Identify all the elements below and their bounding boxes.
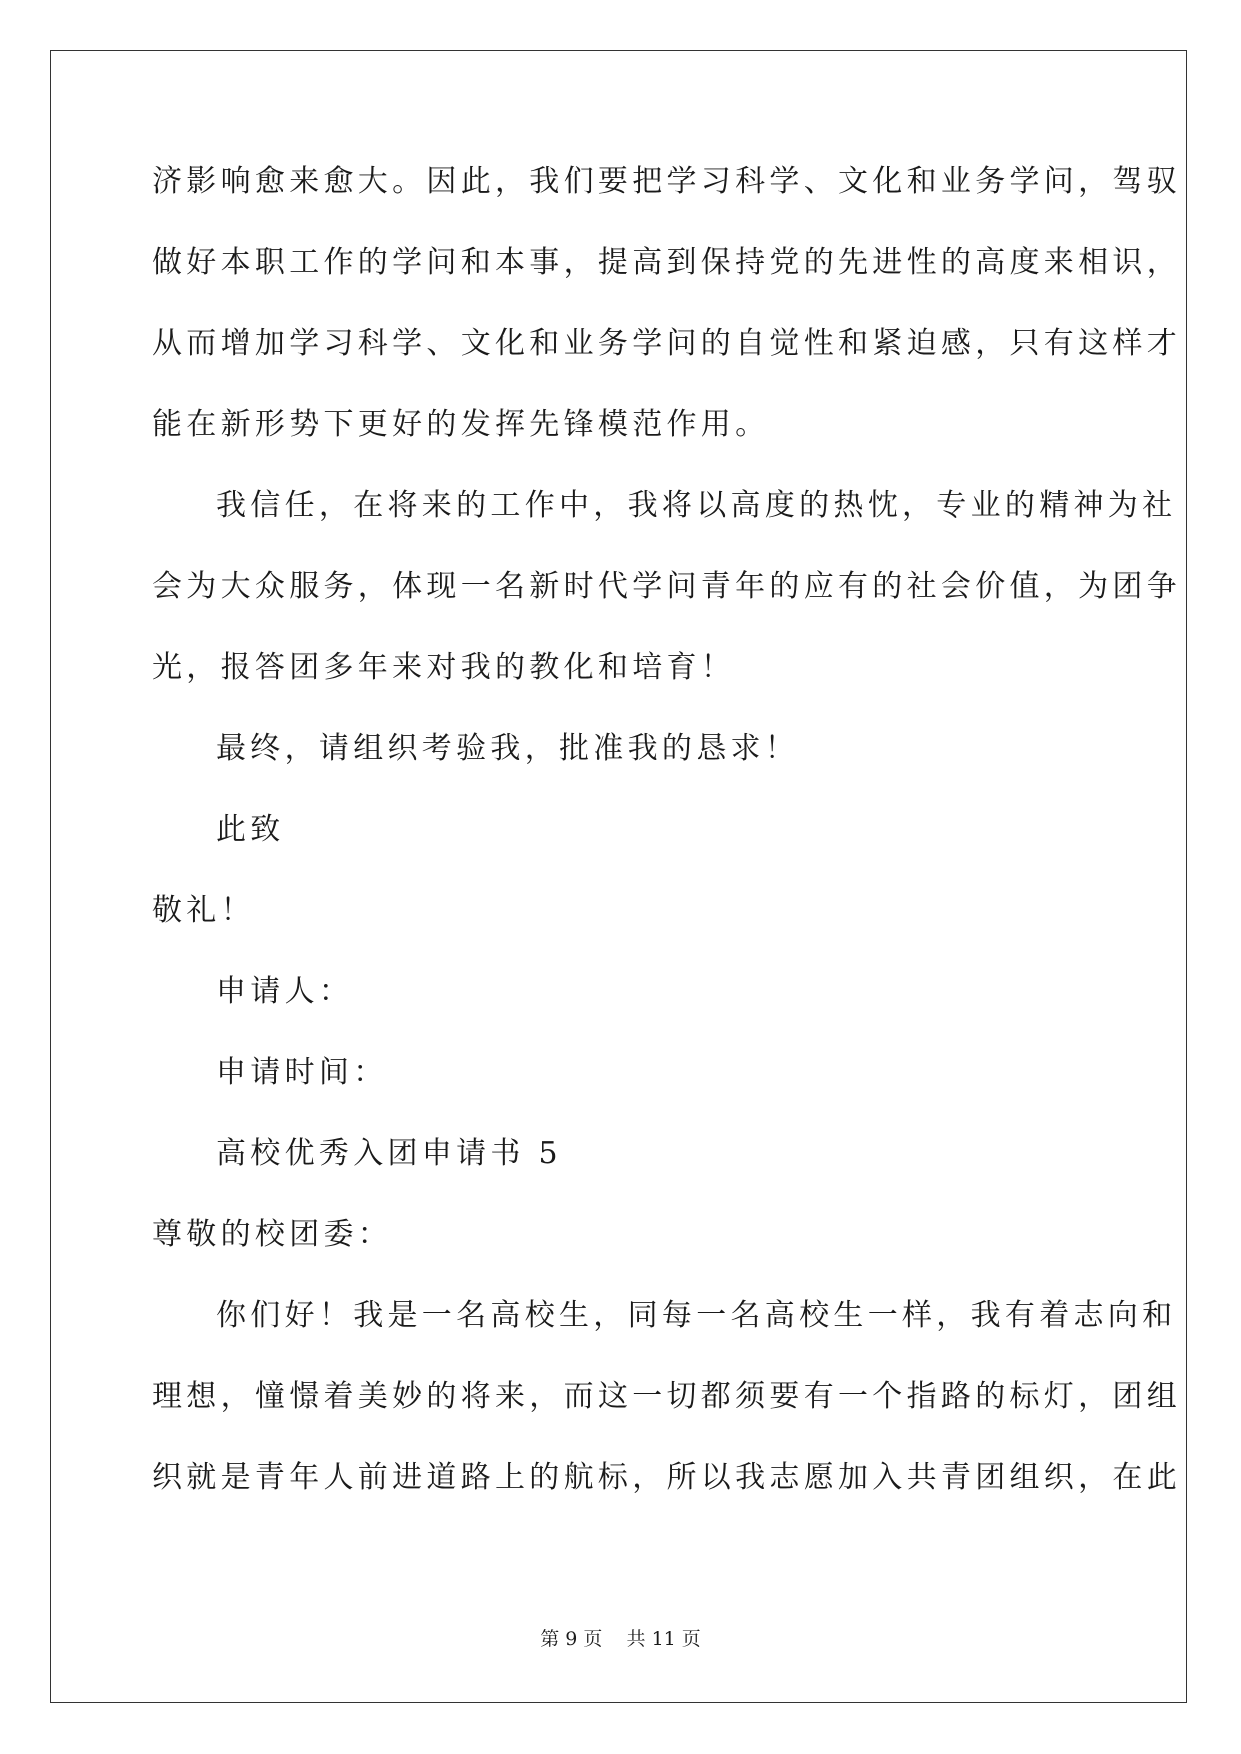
text-line: 尊敬的校团委： bbox=[152, 1217, 393, 1252]
text-line: 申请时间： bbox=[216, 1055, 388, 1090]
page-total: 共 11 页 bbox=[626, 1628, 701, 1650]
text-line: 此致 bbox=[216, 812, 285, 847]
text-line: 申请人： bbox=[216, 974, 354, 1009]
page-number: 第 9 页 bbox=[540, 1628, 603, 1650]
text-line: 我信任，在将来的工作中，我将以高度的热忱，专业的精神为社 bbox=[216, 488, 1177, 523]
text-line: 济影响愈来愈大。因此，我们要把学习科学、文化和业务学问，驾驭 bbox=[152, 164, 1181, 199]
page-footer bbox=[0, 1627, 1241, 1651]
text-line: 会为大众服务，体现一名新时代学问青年的应有的社会价值，为团争 bbox=[152, 569, 1181, 604]
text-line: 你们好！我是一名高校生，同每一名高校生一样，我有着志向和 bbox=[216, 1298, 1177, 1333]
text-line: 高校优秀入团申请书 5 bbox=[216, 1136, 562, 1171]
text-line: 敬礼！ bbox=[152, 893, 255, 928]
text-line: 光，报答团多年来对我的教化和培育！ bbox=[152, 650, 736, 685]
text-line: 理想，憧憬着美妙的将来，而这一切都须要有一个指路的标灯，团组 bbox=[152, 1379, 1181, 1414]
text-line: 做好本职工作的学问和本事，提高到保持党的先进性的高度来相识， bbox=[152, 245, 1181, 280]
text-line: 织就是青年人前进道路上的航标，所以我志愿加入共青团组织，在此 bbox=[152, 1460, 1181, 1495]
text-line: 最终，请组织考验我，批准我的恳求！ bbox=[216, 731, 800, 766]
text-line: 从而增加学习科学、文化和业务学问的自觉性和紧迫感，只有这样才 bbox=[152, 326, 1181, 361]
text-line: 能在新形势下更好的发挥先锋模范作用。 bbox=[152, 407, 770, 442]
document-body bbox=[152, 160, 1181, 1537]
